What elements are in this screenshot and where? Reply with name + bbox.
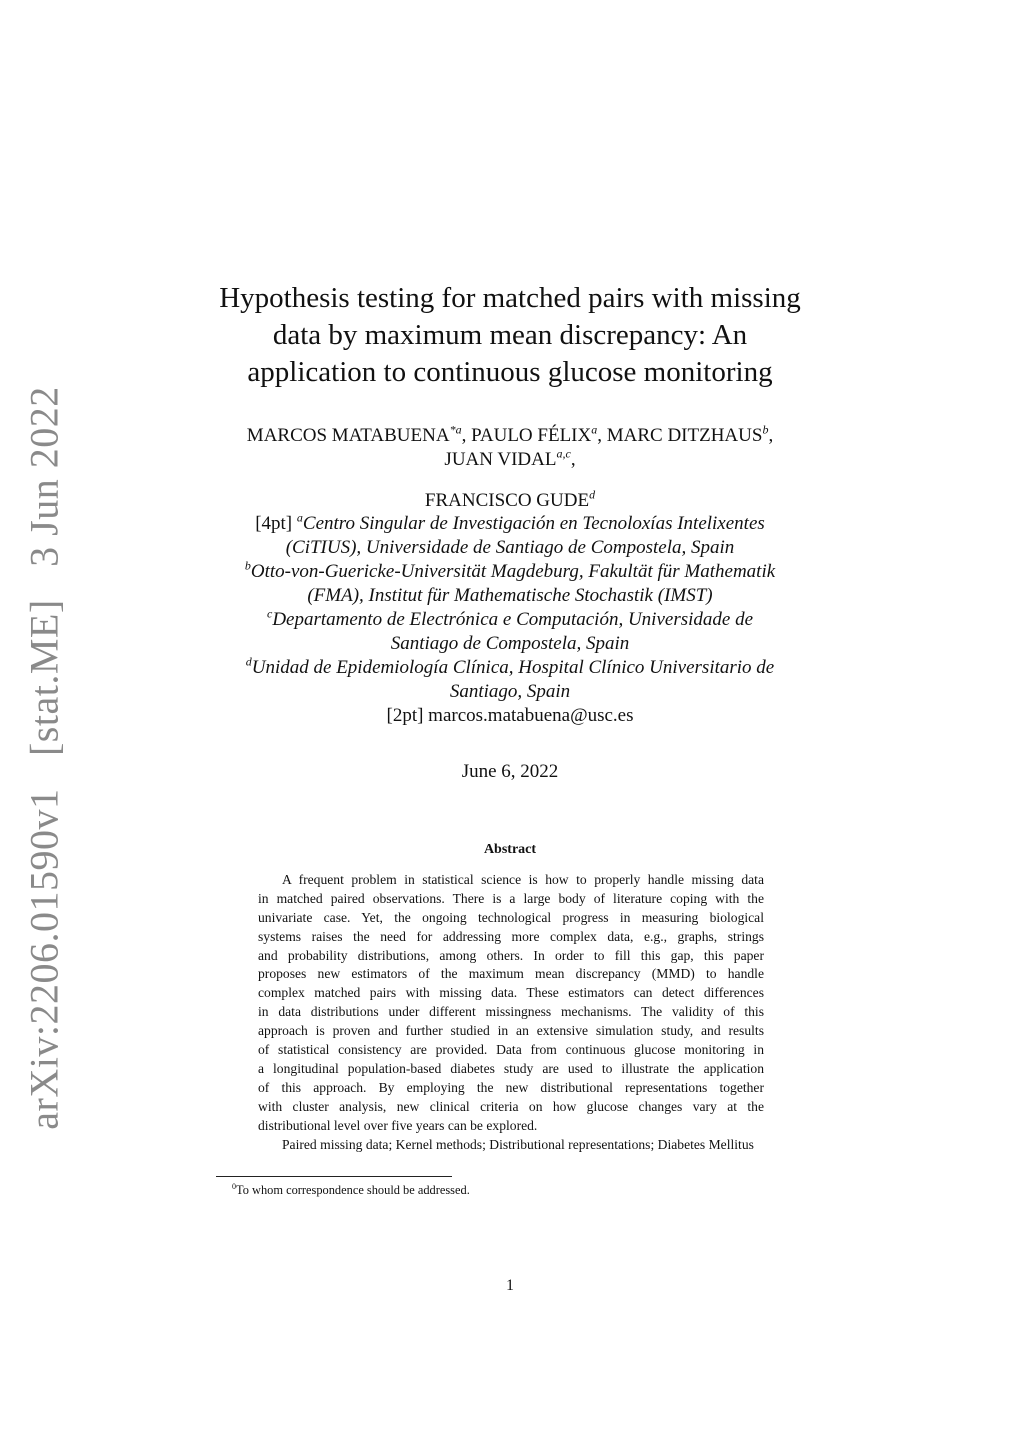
author-name: MARCOS MATABUENA bbox=[246, 425, 450, 446]
author-sup: d bbox=[589, 487, 596, 502]
arxiv-side-stamp bbox=[21, 386, 68, 1129]
author-row bbox=[150, 448, 870, 472]
author-sep: , bbox=[597, 425, 607, 446]
abstract-body bbox=[258, 871, 764, 1135]
author-sep: , bbox=[461, 425, 472, 446]
title-line: Hypothesis testing for matched pairs with missing bbox=[219, 282, 801, 314]
abstract-heading: Abstract bbox=[483, 842, 537, 857]
abstract-line: in matched paired observations. There is a large body of literature coping with the bbox=[258, 890, 764, 906]
arxiv-date: 3 Jun 2022 bbox=[21, 386, 67, 567]
abstract-line: approach is proven and further studied in an extensive simulation study, and results bbox=[258, 1023, 764, 1039]
corresponding-email: [2pt] marcos.matabuena@usc.es bbox=[386, 705, 634, 726]
author-sup: b bbox=[762, 422, 769, 437]
author-name: JUAN VIDAL bbox=[444, 449, 557, 470]
paper-date: June 6, 2022 bbox=[461, 761, 559, 782]
footnote-mark: 0 bbox=[232, 1181, 236, 1191]
abstract-line: with cluster analysis, new clinical criteria on how glucose changes vary at the bbox=[258, 1098, 764, 1114]
title-line: application to continuous glucose monitoring bbox=[247, 356, 773, 388]
abstract-line: in data distributions under different missingness mechanisms. The validity of this bbox=[258, 1004, 764, 1020]
arxiv-category: [stat.ME] bbox=[21, 599, 67, 757]
author-name: PAULO FÉLIX bbox=[471, 425, 592, 446]
affiliation-d-line2: Santiago, Spain bbox=[449, 681, 571, 702]
affiliation-c-line1 bbox=[150, 608, 870, 632]
abstract-line: a longitudinal population-based diabetes study are used to illustrate the application bbox=[258, 1060, 764, 1076]
author-row-gude bbox=[150, 489, 870, 513]
author-row bbox=[150, 424, 870, 448]
author-name: MARC DITZHAUS bbox=[606, 425, 763, 446]
author-sep: , bbox=[570, 449, 576, 470]
affiliation-list bbox=[150, 512, 870, 728]
affiliation-a-line2: (CiTIUS), Universidade de Santiago de Compostela, Spain bbox=[285, 537, 735, 558]
footnote bbox=[232, 1182, 470, 1198]
abstract-line: of this approach. By employing the new distributional representations together bbox=[258, 1079, 764, 1095]
abstract-line: univariate case. Yet, the ongoing technological progress in measuring biological bbox=[258, 909, 764, 925]
arxiv-id: arXiv:2206.01590v1 bbox=[21, 788, 67, 1130]
affiliation-sup: c bbox=[266, 606, 273, 621]
abstract-line: of statistical consistency are provided. Data from continuous glucose monitoring in bbox=[258, 1042, 764, 1058]
abstract-line: proposes new estimators of the maximum mean discrepancy (MMD) to handle bbox=[258, 966, 764, 982]
paper-title bbox=[200, 280, 820, 391]
abstract-line: and probability distributions, among others. In order to fill this gap, this paper bbox=[258, 947, 764, 963]
page-number: 1 bbox=[506, 1277, 514, 1294]
footnote-rule bbox=[216, 1176, 452, 1177]
affiliation-sup: a bbox=[296, 510, 303, 525]
abstract-line: A frequent problem in statistical science is how to properly handle missing data bbox=[282, 872, 764, 887]
author-sup: *a bbox=[449, 422, 462, 437]
affiliation-a-line1 bbox=[150, 512, 870, 536]
affiliation-sup: b bbox=[244, 558, 251, 573]
affiliation-text: Otto-von-Guericke-Universität Magdeburg, Fakultät für Mathematik bbox=[250, 561, 776, 582]
affiliation-b-line1 bbox=[150, 560, 870, 584]
abstract-line: distributional level over five years can be explored. bbox=[258, 1117, 538, 1133]
author-list bbox=[150, 424, 870, 472]
author-sup: a bbox=[591, 422, 598, 437]
footnote-text: To whom correspondence should be addressed. bbox=[236, 1183, 470, 1197]
affiliation-sup: d bbox=[245, 654, 252, 669]
title-line: data by maximum mean discrepancy: An bbox=[272, 319, 748, 351]
author-name: FRANCISCO GUDE bbox=[424, 490, 590, 511]
affiliation-text: Centro Singular de Investigación en Tecnoloxías Intelixentes bbox=[302, 513, 765, 534]
affiliation-c-line2: Santiago de Compostela, Spain bbox=[390, 633, 630, 654]
affiliation-prefix: [4pt] bbox=[255, 513, 297, 534]
affiliation-text: Unidad de Epidemiología Clínica, Hospital Clínico Universitario de bbox=[251, 657, 775, 678]
abstract-line: systems raises the need for addressing more complex data, e.g., graphs, strings bbox=[258, 928, 764, 944]
affiliation-b-line2: (FMA), Institut für Mathematische Stochastik (IMST) bbox=[307, 585, 713, 606]
affiliation-text: Departamento de Electrónica e Computación, Universidade de bbox=[272, 609, 754, 630]
abstract-line: complex matched pairs with missing data. These estimators can detect differences bbox=[258, 985, 764, 1001]
author-sep: , bbox=[768, 425, 774, 446]
keywords: Paired missing data; Kernel methods; Distributional representations; Diabetes Mellitus bbox=[282, 1137, 754, 1152]
affiliation-d-line1 bbox=[150, 656, 870, 680]
author-sup: a,c bbox=[556, 446, 571, 461]
